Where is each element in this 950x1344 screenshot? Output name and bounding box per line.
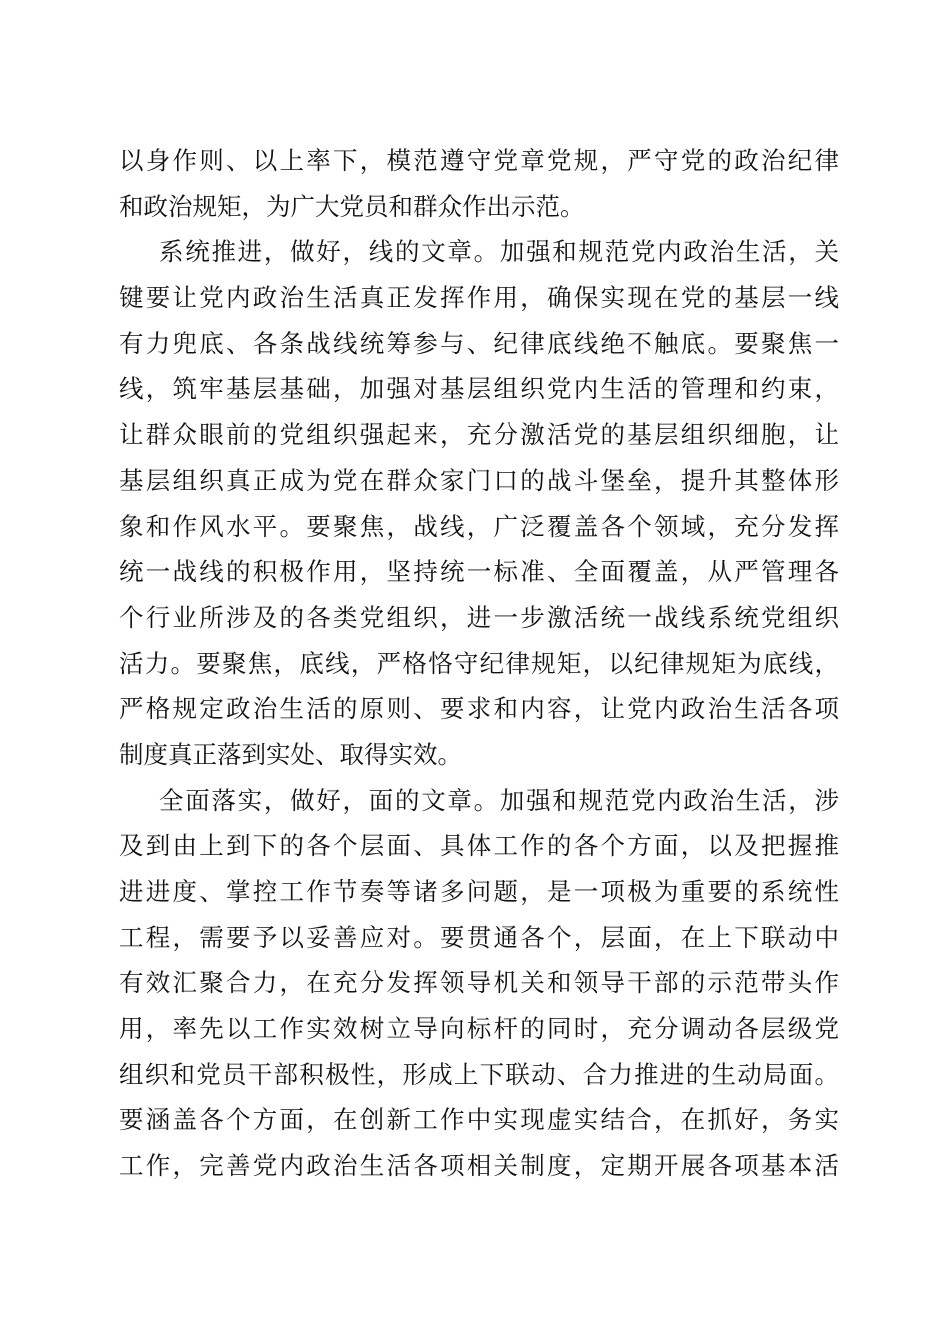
text-line: 以身作则、以上率下，模范遵守党章党规，严守党的政治纪律 <box>119 146 839 175</box>
text-line: 用，率先以工作实效树立导向标杆的同时，充分调动各层级党 <box>119 1014 839 1044</box>
text-line: 象和作风水平。要聚焦，战线，广泛覆盖各个领域，充分发挥 <box>119 511 839 541</box>
text-line: 组织和党员干部积极性，形成上下联动、合力推进的生动局面。 <box>119 1059 839 1089</box>
text-line: 工程，需要予以妥善应对。要贯通各个，层面，在上下联动中 <box>119 922 839 952</box>
text-line: 要涵盖各个方面，在创新工作中实现虚实结合，在抓好，务实 <box>119 1105 839 1135</box>
text-line: 让群众眼前的党组织强起来，充分激活党的基层组织细胞，让 <box>119 420 839 450</box>
text-line: 统一战线的积极作用，坚持统一标准、全面覆盖，从严管理各 <box>119 557 839 587</box>
paragraph-first-line: 系统推进，做好，线的文章。加强和规范党内政治生活，关 <box>159 237 839 267</box>
text-line: 键要让党内政治生活真正发挥作用，确保实现在党的基层一线 <box>119 283 839 313</box>
text-line: 线，筑牢基层基础，加强对基层组织党内生活的管理和约束， <box>119 374 839 404</box>
text-line: 个行业所涉及的各类党组织，进一步激活统一战线系统党组织 <box>119 602 839 632</box>
paragraph-first-line: 全面落实，做好，面的文章。加强和规范党内政治生活，涉 <box>159 785 839 815</box>
text-line: 进进度、掌控工作节奏等诸多问题，是一项极为重要的系统性 <box>119 877 839 906</box>
text-line: 有效汇聚合力，在充分发挥领导机关和领导干部的示范带头作 <box>119 968 839 998</box>
text-line: 基层组织真正成为党在群众家门口的战斗堡垒，提升其整体形 <box>119 465 839 495</box>
text-line: 及到由上到下的各个层面、具体工作的各个方面，以及把握推 <box>119 831 839 861</box>
text-line: 制度真正落到实处、取得实效。 <box>119 739 462 769</box>
text-line: 有力兜底、各条战线统筹参与、纪律底线绝不触底。要聚焦一 <box>119 328 839 358</box>
text-line: 活力。要聚焦，底线，严格恪守纪律规矩，以纪律规矩为底线， <box>119 648 839 678</box>
text-line: 和政治规矩，为广大党员和群众作出示范。 <box>119 191 585 221</box>
text-line: 严格规定政治生活的原则、要求和内容，让党内政治生活各项 <box>119 694 839 724</box>
text-line: 工作，完善党内政治生活各项相关制度，定期开展各项基本活 <box>119 1151 839 1181</box>
body-text <box>119 138 839 1189</box>
